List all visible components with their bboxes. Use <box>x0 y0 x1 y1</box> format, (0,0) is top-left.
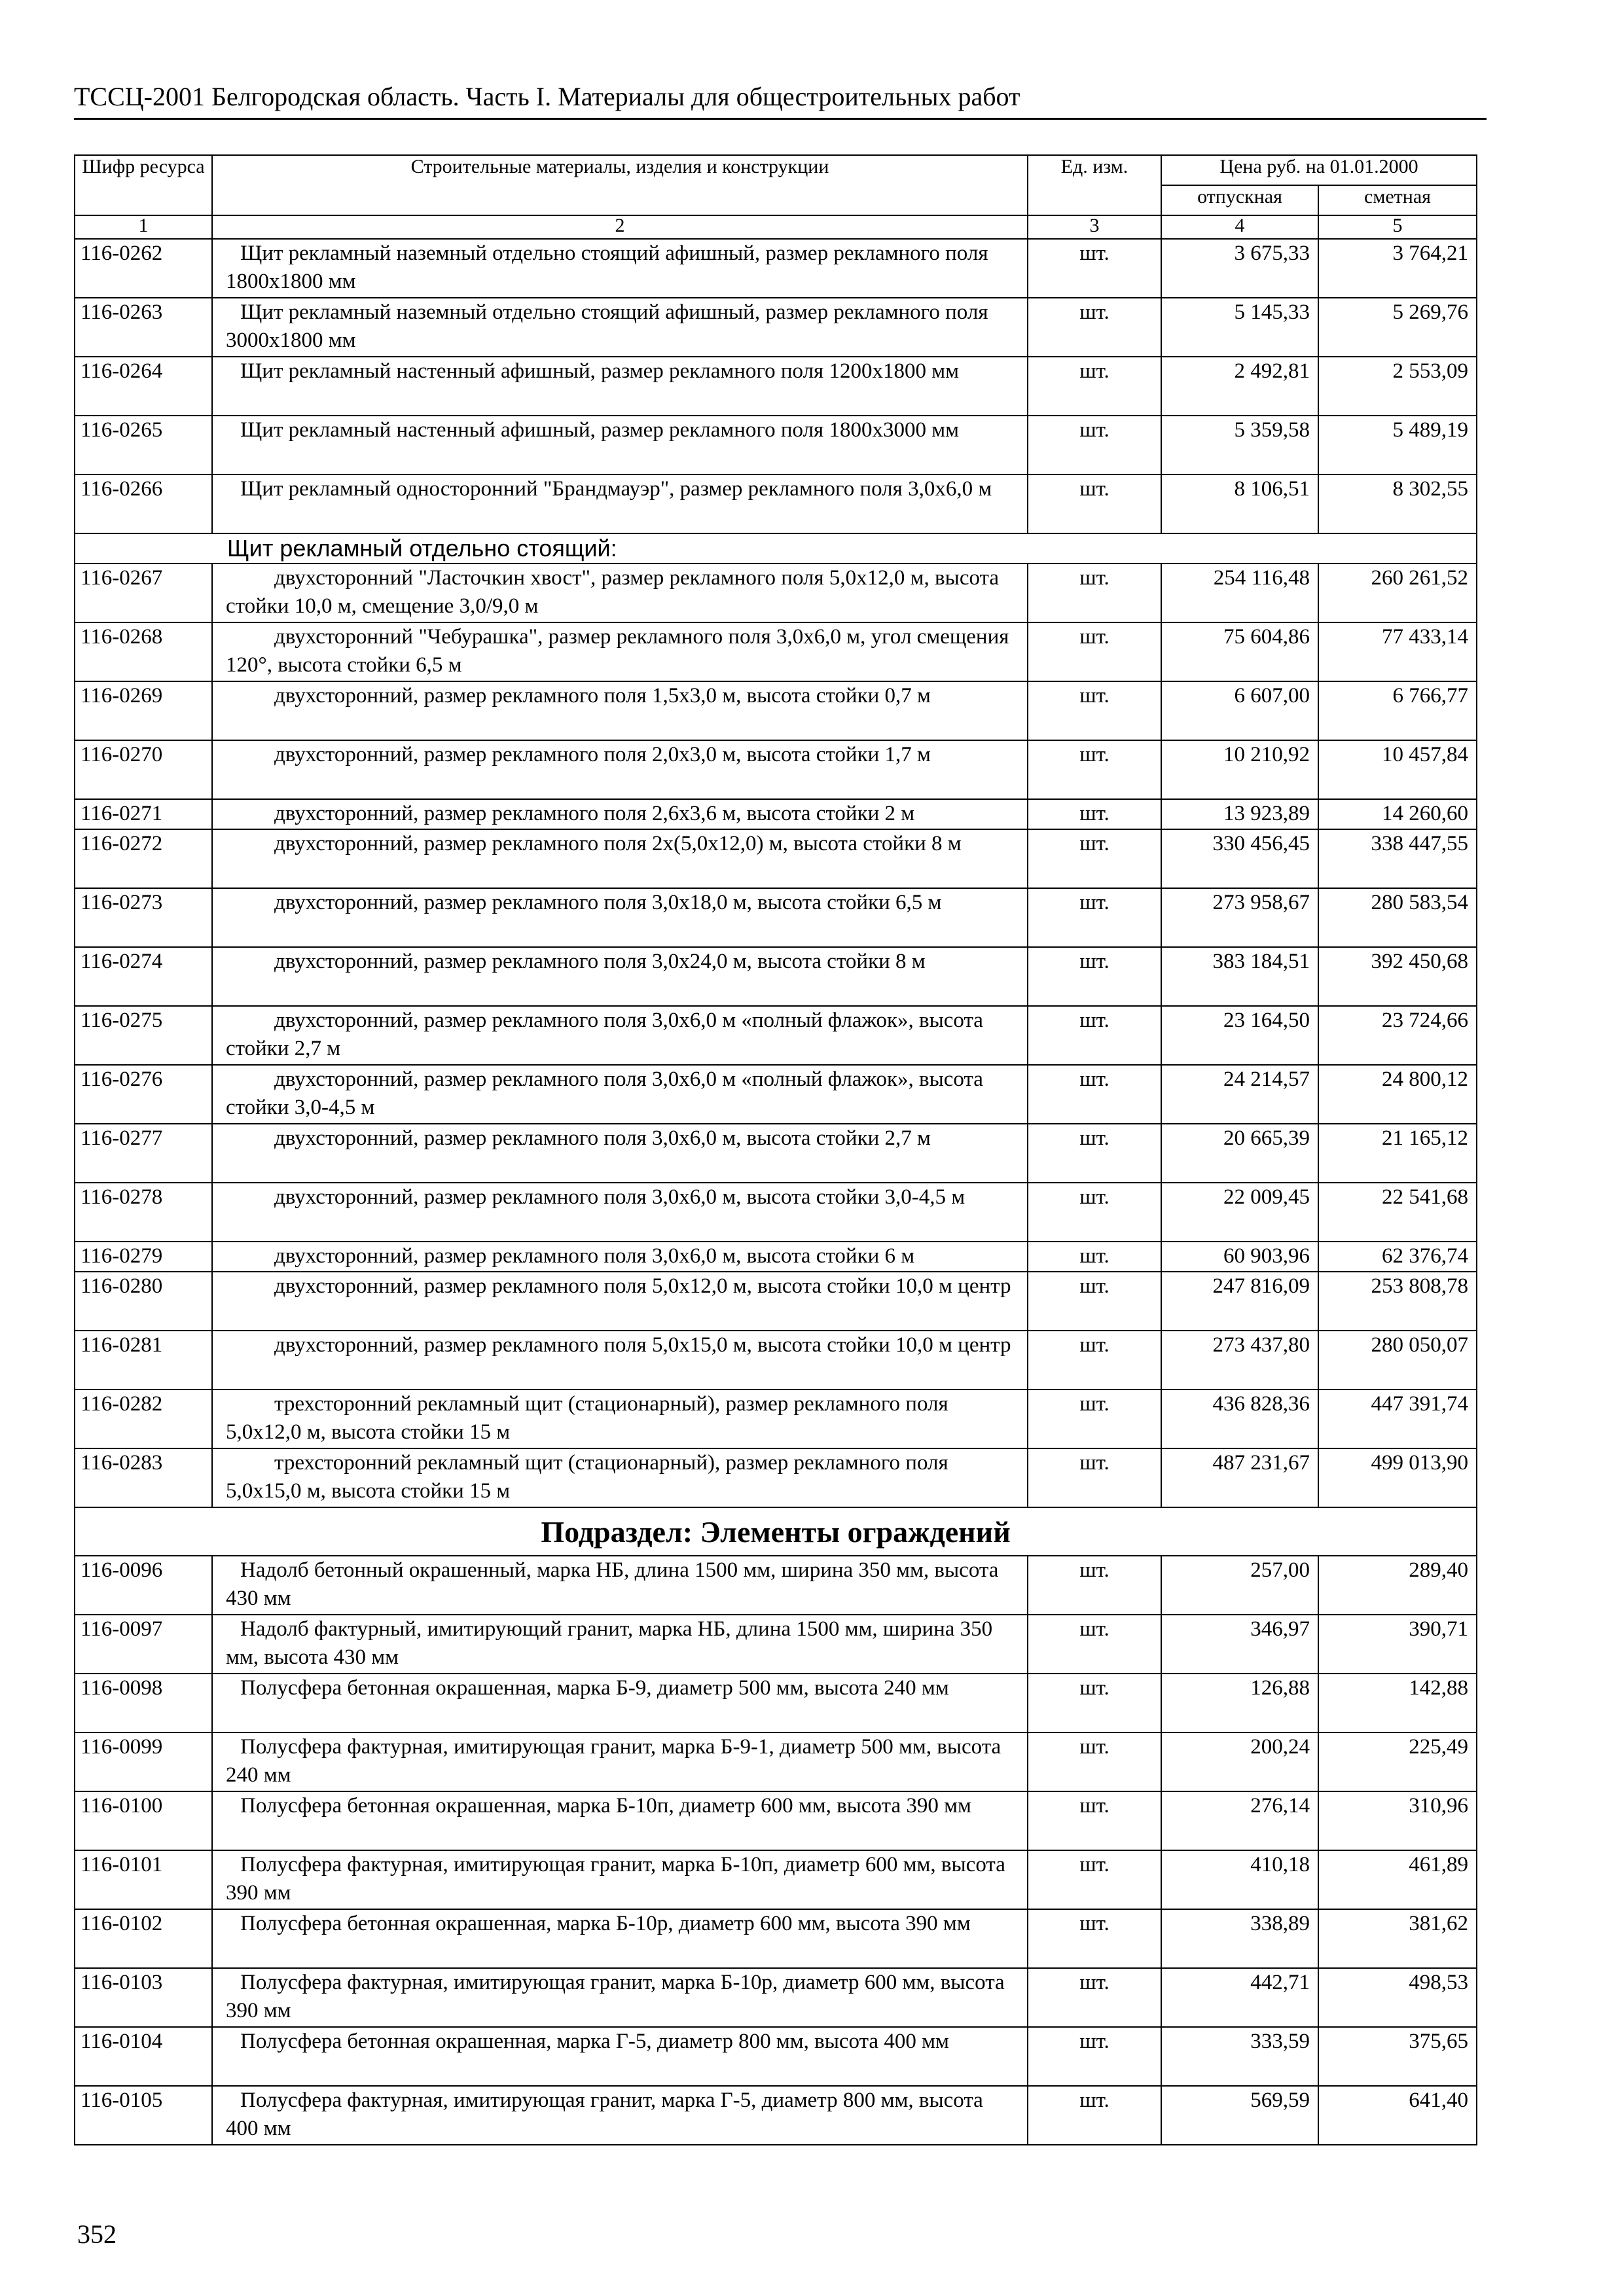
resource-code-cell: 116-0266 <box>75 475 212 533</box>
estimate-price-cell: 253 808,78 <box>1318 1272 1477 1331</box>
unit-cell: шт. <box>1028 1272 1161 1331</box>
resource-code-cell: 116-0104 <box>75 2027 212 2086</box>
table-row <box>75 239 1477 298</box>
table-row <box>75 1732 1477 1791</box>
release-price-cell: 338,89 <box>1161 1909 1318 1968</box>
description-cell: Полусфера фактурная, имитирующая гранит, марка Б-9-1, диаметр 500 мм, высота 240 мм <box>212 1732 1028 1791</box>
unit-cell: шт. <box>1028 1065 1161 1124</box>
estimate-price-cell: 280 583,54 <box>1318 888 1477 947</box>
header-price: Цена руб. на 01.01.2000 <box>1161 155 1477 185</box>
rows-group-b <box>75 564 1477 1507</box>
table-row <box>75 1448 1477 1507</box>
unit-cell: шт. <box>1028 239 1161 298</box>
estimate-price-cell: 461,89 <box>1318 1850 1477 1909</box>
release-price-cell: 273 958,67 <box>1161 888 1318 947</box>
header-column-number: 3 <box>1028 215 1161 239</box>
description-cell: двухсторонний, размер рекламного поля 3,0х6,0 м «полный флажок», высота стойки 2,7 м <box>212 1006 1028 1065</box>
description-cell: двухсторонний, размер рекламного поля 3,0х24,0 м, высота стойки 8 м <box>212 947 1028 1006</box>
release-price-cell: 20 665,39 <box>1161 1124 1318 1183</box>
release-price-cell: 3 675,33 <box>1161 239 1318 298</box>
estimate-price-cell: 3 764,21 <box>1318 239 1477 298</box>
resource-code-cell: 116-0279 <box>75 1242 212 1272</box>
resource-code-cell: 116-0096 <box>75 1556 212 1615</box>
unit-cell: шт. <box>1028 622 1161 681</box>
estimate-price-cell: 10 457,84 <box>1318 740 1477 799</box>
resource-code-cell: 116-0102 <box>75 1909 212 1968</box>
header-column-number: 5 <box>1318 215 1477 239</box>
estimate-price-cell: 310,96 <box>1318 1791 1477 1850</box>
release-price-cell: 24 214,57 <box>1161 1065 1318 1124</box>
description-cell: двухсторонний, размер рекламного поля 3,0х6,0 м, высота стойки 6 м <box>212 1242 1028 1272</box>
resource-code-cell: 116-0272 <box>75 829 212 888</box>
description-cell: двухсторонний, размер рекламного поля 2,0х3,0 м, высота стойки 1,7 м <box>212 740 1028 799</box>
release-price-cell: 13 923,89 <box>1161 799 1318 829</box>
table-row <box>75 1242 1477 1272</box>
table-row <box>75 1006 1477 1065</box>
estimate-price-cell: 21 165,12 <box>1318 1124 1477 1183</box>
release-price-cell: 410,18 <box>1161 1850 1318 1909</box>
estimate-price-cell: 8 302,55 <box>1318 475 1477 533</box>
estimate-price-cell: 289,40 <box>1318 1556 1477 1615</box>
description-cell: двухсторонний, размер рекламного поля 5,0х15,0 м, высота стойки 10,0 м центр <box>212 1331 1028 1390</box>
resource-code-cell: 116-0105 <box>75 2086 212 2145</box>
resource-code-cell: 116-0268 <box>75 622 212 681</box>
description-cell: Полусфера фактурная, имитирующая гранит, марка Б-10р, диаметр 600 мм, высота 390 мм <box>212 1968 1028 2027</box>
unit-cell: шт. <box>1028 1331 1161 1390</box>
description-cell: двухсторонний, размер рекламного поля 5,0х12,0 м, высота стойки 10,0 м центр <box>212 1272 1028 1331</box>
estimate-price-cell: 499 013,90 <box>1318 1448 1477 1507</box>
resource-code-cell: 116-0265 <box>75 416 212 475</box>
description-cell: двухсторонний, размер рекламного поля 2х(5,0х12,0) м, высота стойки 8 м <box>212 829 1028 888</box>
table-row <box>75 1556 1477 1615</box>
unit-cell: шт. <box>1028 2086 1161 2145</box>
estimate-price-cell: 392 450,68 <box>1318 947 1477 1006</box>
table-row <box>75 681 1477 740</box>
estimate-price-cell: 142,88 <box>1318 1674 1477 1732</box>
table-row <box>75 622 1477 681</box>
header-unit: Ед. изм. <box>1028 155 1161 215</box>
estimate-price-cell: 77 433,14 <box>1318 622 1477 681</box>
estimate-price-cell: 498,53 <box>1318 1968 1477 2027</box>
release-price-cell: 487 231,67 <box>1161 1448 1318 1507</box>
release-price-cell: 22 009,45 <box>1161 1183 1318 1242</box>
unit-cell: шт. <box>1028 1615 1161 1674</box>
unit-cell: шт. <box>1028 2027 1161 2086</box>
table-row <box>75 357 1477 416</box>
unit-cell: шт. <box>1028 1242 1161 1272</box>
resource-code-cell: 116-0282 <box>75 1390 212 1448</box>
header-price-release: отпускная <box>1161 185 1318 215</box>
resource-code-cell: 116-0270 <box>75 740 212 799</box>
description-cell: двухсторонний "Ласточкин хвост", размер рекламного поля 5,0х12,0 м, высота стойки 10,0 м, смещение 3,0/9,0 м <box>212 564 1028 622</box>
resource-code-cell: 116-0274 <box>75 947 212 1006</box>
subsection-row <box>75 1507 1477 1556</box>
table-row <box>75 829 1477 888</box>
resource-code-cell: 116-0276 <box>75 1065 212 1124</box>
header-divider <box>74 118 1487 120</box>
description-cell: Щит рекламный наземный отдельно стоящий афишный, размер рекламного поля 3000х1800 мм <box>212 298 1028 357</box>
unit-cell: шт. <box>1028 799 1161 829</box>
resource-code-cell: 116-0264 <box>75 357 212 416</box>
description-cell: двухсторонний "Чебурашка", размер рекламного поля 3,0х6,0 м, угол смещения 120°, высота стойки 6,5 м <box>212 622 1028 681</box>
description-cell: двухсторонний, размер рекламного поля 3,0х6,0 м «полный флажок», высота стойки 3,0-4,5 м <box>212 1065 1028 1124</box>
unit-cell: шт. <box>1028 1390 1161 1448</box>
unit-cell: шт. <box>1028 888 1161 947</box>
description-cell: Надолб фактурный, имитирующий гранит, марка НБ, длина 1500 мм, ширина 350 мм, высота 430 мм <box>212 1615 1028 1674</box>
estimate-price-cell: 225,49 <box>1318 1732 1477 1791</box>
unit-cell: шт. <box>1028 1556 1161 1615</box>
table-row <box>75 1124 1477 1183</box>
description-cell: трехсторонний рекламный щит (стационарный), размер рекламного поля 5,0х15,0 м, высота стойки 15 м <box>212 1448 1028 1507</box>
table-row <box>75 1065 1477 1124</box>
subsection-title: Подраздел: Элементы ограждений <box>75 1507 1477 1556</box>
header-column-number: 2 <box>212 215 1028 239</box>
description-cell: Щит рекламный настенный афишный, размер рекламного поля 1200х1800 мм <box>212 357 1028 416</box>
header-column-number: 1 <box>75 215 212 239</box>
resource-code-cell: 116-0271 <box>75 799 212 829</box>
group-header-section <box>75 533 1477 564</box>
release-price-cell: 383 184,51 <box>1161 947 1318 1006</box>
table-row <box>75 1615 1477 1674</box>
release-price-cell: 257,00 <box>1161 1556 1318 1615</box>
release-price-cell: 569,59 <box>1161 2086 1318 2145</box>
release-price-cell: 436 828,36 <box>1161 1390 1318 1448</box>
resource-code-cell: 116-0103 <box>75 1968 212 2027</box>
price-table <box>74 154 1477 2145</box>
unit-cell: шт. <box>1028 357 1161 416</box>
release-price-cell: 23 164,50 <box>1161 1006 1318 1065</box>
estimate-price-cell: 6 766,77 <box>1318 681 1477 740</box>
unit-cell: шт. <box>1028 416 1161 475</box>
unit-cell: шт. <box>1028 1448 1161 1507</box>
resource-code-cell: 116-0277 <box>75 1124 212 1183</box>
release-price-cell: 126,88 <box>1161 1674 1318 1732</box>
release-price-cell: 60 903,96 <box>1161 1242 1318 1272</box>
table-row <box>75 799 1477 829</box>
table-row <box>75 1390 1477 1448</box>
page-number: 352 <box>77 2219 117 2249</box>
header-code: Шифр ресурса <box>75 155 212 215</box>
release-price-cell: 8 106,51 <box>1161 475 1318 533</box>
unit-cell: шт. <box>1028 1732 1161 1791</box>
header-price-estimate: сметная <box>1318 185 1477 215</box>
table-row <box>75 1968 1477 2027</box>
description-cell: трехсторонний рекламный щит (стационарный), размер рекламного поля 5,0х12,0 м, высота стойки 15 м <box>212 1390 1028 1448</box>
estimate-price-cell: 5 489,19 <box>1318 416 1477 475</box>
header-column-number: 4 <box>1161 215 1318 239</box>
unit-cell: шт. <box>1028 298 1161 357</box>
description-cell: Щит рекламный односторонний "Брандмауэр", размер рекламного поля 3,0х6,0 м <box>212 475 1028 533</box>
table-row <box>75 740 1477 799</box>
unit-cell: шт. <box>1028 564 1161 622</box>
resource-code-cell: 116-0263 <box>75 298 212 357</box>
table-row <box>75 947 1477 1006</box>
unit-cell: шт. <box>1028 829 1161 888</box>
description-cell: двухсторонний, размер рекламного поля 1,5х3,0 м, высота стойки 0,7 м <box>212 681 1028 740</box>
unit-cell: шт. <box>1028 947 1161 1006</box>
release-price-cell: 276,14 <box>1161 1791 1318 1850</box>
estimate-price-cell: 280 050,07 <box>1318 1331 1477 1390</box>
rows-group-a <box>75 239 1477 533</box>
table-row <box>75 1791 1477 1850</box>
table-row <box>75 2027 1477 2086</box>
group-row <box>75 533 1477 564</box>
description-cell: Полусфера бетонная окрашенная, марка Г-5, диаметр 800 мм, высота 400 мм <box>212 2027 1028 2086</box>
description-cell: Полусфера бетонная окрашенная, марка Б-10р, диаметр 600 мм, высота 390 мм <box>212 1909 1028 1968</box>
release-price-cell: 330 456,45 <box>1161 829 1318 888</box>
estimate-price-cell: 381,62 <box>1318 1909 1477 1968</box>
table-row <box>75 1674 1477 1732</box>
estimate-price-cell: 641,40 <box>1318 2086 1477 2145</box>
estimate-price-cell: 62 376,74 <box>1318 1242 1477 1272</box>
resource-code-cell: 116-0097 <box>75 1615 212 1674</box>
unit-cell: шт. <box>1028 1124 1161 1183</box>
estimate-price-cell: 375,65 <box>1318 2027 1477 2086</box>
release-price-cell: 273 437,80 <box>1161 1331 1318 1390</box>
release-price-cell: 5 359,58 <box>1161 416 1318 475</box>
table-row <box>75 1331 1477 1390</box>
page-header-title: ТССЦ-2001 Белгородская область. Часть I. Материалы для общестроительных работ <box>74 82 1020 111</box>
estimate-price-cell: 338 447,55 <box>1318 829 1477 888</box>
release-price-cell: 346,97 <box>1161 1615 1318 1674</box>
description-cell: двухсторонний, размер рекламного поля 3,0х18,0 м, высота стойки 6,5 м <box>212 888 1028 947</box>
table-row <box>75 888 1477 947</box>
table-row <box>75 2086 1477 2145</box>
estimate-price-cell: 447 391,74 <box>1318 1390 1477 1448</box>
description-cell: Щит рекламный настенный афишный, размер рекламного поля 1800х3000 мм <box>212 416 1028 475</box>
release-price-cell: 333,59 <box>1161 2027 1318 2086</box>
release-price-cell: 75 604,86 <box>1161 622 1318 681</box>
resource-code-cell: 116-0280 <box>75 1272 212 1331</box>
table-row <box>75 1909 1477 1968</box>
table-row <box>75 564 1477 622</box>
description-cell: двухсторонний, размер рекламного поля 3,0х6,0 м, высота стойки 2,7 м <box>212 1124 1028 1183</box>
resource-code-cell: 116-0267 <box>75 564 212 622</box>
unit-cell: шт. <box>1028 1674 1161 1732</box>
release-price-cell: 10 210,92 <box>1161 740 1318 799</box>
unit-cell: шт. <box>1028 1791 1161 1850</box>
resource-code-cell: 116-0273 <box>75 888 212 947</box>
description-cell: Полусфера бетонная окрашенная, марка Б-9, диаметр 500 мм, высота 240 мм <box>212 1674 1028 1732</box>
estimate-price-cell: 2 553,09 <box>1318 357 1477 416</box>
header-name: Строительные материалы, изделия и конструкции <box>212 155 1028 215</box>
resource-code-cell: 116-0281 <box>75 1331 212 1390</box>
description-cell: Полусфера фактурная, имитирующая гранит, марка Б-10п, диаметр 600 мм, высота 390 мм <box>212 1850 1028 1909</box>
release-price-cell: 442,71 <box>1161 1968 1318 2027</box>
resource-code-cell: 116-0101 <box>75 1850 212 1909</box>
description-cell: Щит рекламный наземный отдельно стоящий афишный, размер рекламного поля 1800х1800 мм <box>212 239 1028 298</box>
table-header <box>75 155 1477 239</box>
unit-cell: шт. <box>1028 681 1161 740</box>
estimate-price-cell: 23 724,66 <box>1318 1006 1477 1065</box>
estimate-price-cell: 24 800,12 <box>1318 1065 1477 1124</box>
description-cell: двухсторонний, размер рекламного поля 2,6х3,6 м, высота стойки 2 м <box>212 799 1028 829</box>
resource-code-cell: 116-0100 <box>75 1791 212 1850</box>
unit-cell: шт. <box>1028 1850 1161 1909</box>
table-row <box>75 1850 1477 1909</box>
table-row <box>75 475 1477 533</box>
resource-code-cell: 116-0269 <box>75 681 212 740</box>
estimate-price-cell: 390,71 <box>1318 1615 1477 1674</box>
estimate-price-cell: 22 541,68 <box>1318 1183 1477 1242</box>
resource-code-cell: 116-0098 <box>75 1674 212 1732</box>
description-cell: Полусфера фактурная, имитирующая гранит, марка Г-5, диаметр 800 мм, высота 400 мм <box>212 2086 1028 2145</box>
resource-code-cell: 116-0278 <box>75 1183 212 1242</box>
release-price-cell: 5 145,33 <box>1161 298 1318 357</box>
table-row <box>75 1183 1477 1242</box>
description-cell: Надолб бетонный окрашенный, марка НБ, длина 1500 мм, ширина 350 мм, высота 430 мм <box>212 1556 1028 1615</box>
group-label: Щит рекламный отдельно стоящий: <box>75 533 1477 564</box>
resource-code-cell: 116-0283 <box>75 1448 212 1507</box>
description-cell: двухсторонний, размер рекламного поля 3,0х6,0 м, высота стойки 3,0-4,5 м <box>212 1183 1028 1242</box>
unit-cell: шт. <box>1028 1968 1161 2027</box>
release-price-cell: 6 607,00 <box>1161 681 1318 740</box>
release-price-cell: 247 816,09 <box>1161 1272 1318 1331</box>
table-row <box>75 416 1477 475</box>
resource-code-cell: 116-0099 <box>75 1732 212 1791</box>
unit-cell: шт. <box>1028 1183 1161 1242</box>
rows-group-c <box>75 1556 1477 2145</box>
subsection-section <box>75 1507 1477 1556</box>
table-row <box>75 298 1477 357</box>
release-price-cell: 254 116,48 <box>1161 564 1318 622</box>
release-price-cell: 2 492,81 <box>1161 357 1318 416</box>
unit-cell: шт. <box>1028 740 1161 799</box>
description-cell: Полусфера бетонная окрашенная, марка Б-10п, диаметр 600 мм, высота 390 мм <box>212 1791 1028 1850</box>
estimate-price-cell: 260 261,52 <box>1318 564 1477 622</box>
estimate-price-cell: 5 269,76 <box>1318 298 1477 357</box>
estimate-price-cell: 14 260,60 <box>1318 799 1477 829</box>
resource-code-cell: 116-0275 <box>75 1006 212 1065</box>
release-price-cell: 200,24 <box>1161 1732 1318 1791</box>
table-row <box>75 1272 1477 1331</box>
unit-cell: шт. <box>1028 1006 1161 1065</box>
resource-code-cell: 116-0262 <box>75 239 212 298</box>
unit-cell: шт. <box>1028 1909 1161 1968</box>
unit-cell: шт. <box>1028 475 1161 533</box>
